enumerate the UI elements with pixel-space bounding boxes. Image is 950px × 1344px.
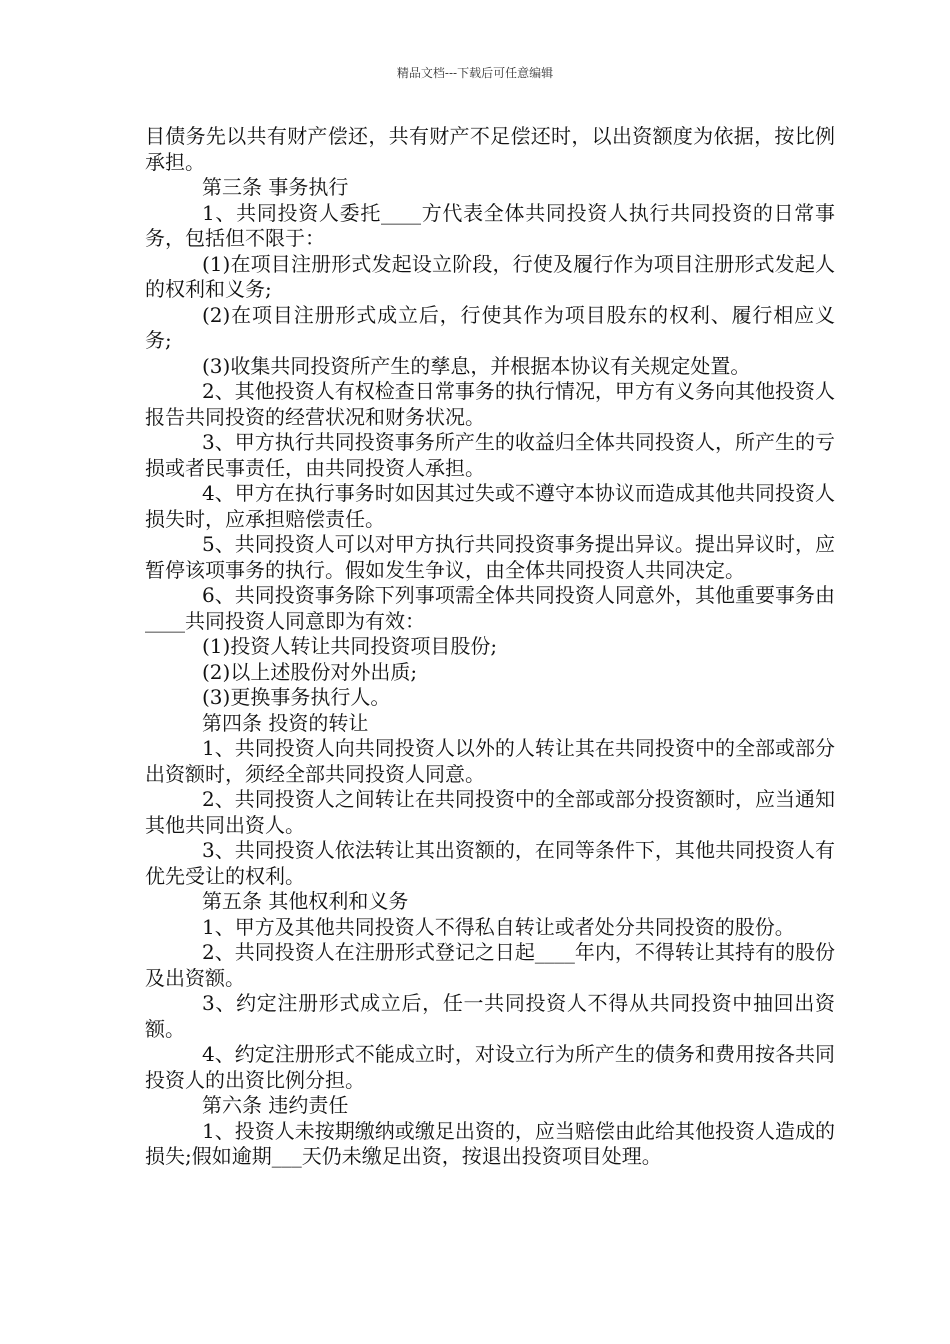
document-body bbox=[145, 124, 835, 1170]
list-item: (3)收集共同投资所产生的孳息，并根据本协议有关规定处置。 bbox=[202, 353, 751, 378]
paragraph: 3、甲方执行共同投资事务所产生的收益归全体共同投资人，所产生的亏损或者民事责任，由共同投资人承担。 bbox=[145, 430, 835, 480]
page-header: 精品文档---下载后可任意编辑 bbox=[396, 66, 554, 80]
paragraph: 2、其他投资人有权检查日常事务的执行情况，甲方有义务向其他投资人报告共同投资的经营状况和财务状况。 bbox=[145, 379, 835, 429]
paragraph: 1、投资人未按期缴纳或缴足出资的，应当赔偿由此给其他投资人造成的损失;假如逾期___天仍未缴足出资，按退出投资项目处理。 bbox=[145, 1118, 835, 1168]
paragraph: 1、共同投资人委托____方代表全体共同投资人执行共同投资的日常事务，包括但不限于： bbox=[145, 200, 835, 250]
section-heading: 第四条 投资的转让 bbox=[202, 710, 369, 735]
paragraph: 4、甲方在执行事务时如因其过失或不遵守本协议而造成其他共同投资人损失时，应承担赔偿责任。 bbox=[145, 481, 835, 531]
paragraph: 3、约定注册形式成立后，任一共同投资人不得从共同投资中抽回出资额。 bbox=[145, 991, 835, 1041]
paragraph: 1、甲方及其他共同投资人不得私自转让或者处分共同投资的股份。 bbox=[202, 914, 795, 939]
paragraph: 5、共同投资人可以对甲方执行共同投资事务提出异议。提出异议时，应暂停该项事务的执行。假如发生争议，由全体共同投资人共同决定。 bbox=[145, 532, 835, 582]
section-heading: 第六条 违约责任 bbox=[202, 1093, 349, 1117]
section-heading: 第五条 其他权利和义务 bbox=[202, 889, 409, 913]
section-heading: 第三条 事务执行 bbox=[202, 175, 349, 199]
paragraph: 2、共同投资人在注册形式登记之日起____年内，不得转让其持有的股份及出资额。 bbox=[145, 940, 835, 990]
paragraph: 4、约定注册形式不能成立时，对设立行为所产生的债务和费用按各共同投资人的出资比例分担。 bbox=[145, 1042, 835, 1092]
list-item: (3)更换事务执行人。 bbox=[202, 685, 391, 709]
paragraph: 3、共同投资人依法转让其出资额的，在同等条件下，其他共同投资人有优先受让的权利。 bbox=[145, 838, 835, 888]
list-item: (1)投资人转让共同投资项目股份; bbox=[202, 634, 498, 658]
paragraph: 1、共同投资人向共同投资人以外的人转让其在共同投资中的全部或部分出资额时，须经全部共同投资人同意。 bbox=[145, 736, 835, 786]
paragraph: 目债务先以共有财产偿还，共有财产不足偿还时，以出资额度为依据，按比例承担。 bbox=[145, 124, 835, 174]
list-item: (2)在项目注册形式成立后，行使其作为项目股东的权利、履行相应义务; bbox=[145, 302, 835, 352]
list-item: (2)以上述股份对外出质; bbox=[202, 659, 418, 684]
list-item: (1)在项目注册形式发起设立阶段，行使及履行作为项目注册形式发起人的权利和义务; bbox=[145, 251, 835, 301]
paragraph: 6、共同投资事务除下列事项需全体共同投资人同意外，其他重要事务由____共同投资人同意即为有效： bbox=[145, 583, 835, 633]
paragraph: 2、共同投资人之间转让在共同投资中的全部或部分投资额时，应当通知其他共同出资人。 bbox=[145, 787, 835, 837]
